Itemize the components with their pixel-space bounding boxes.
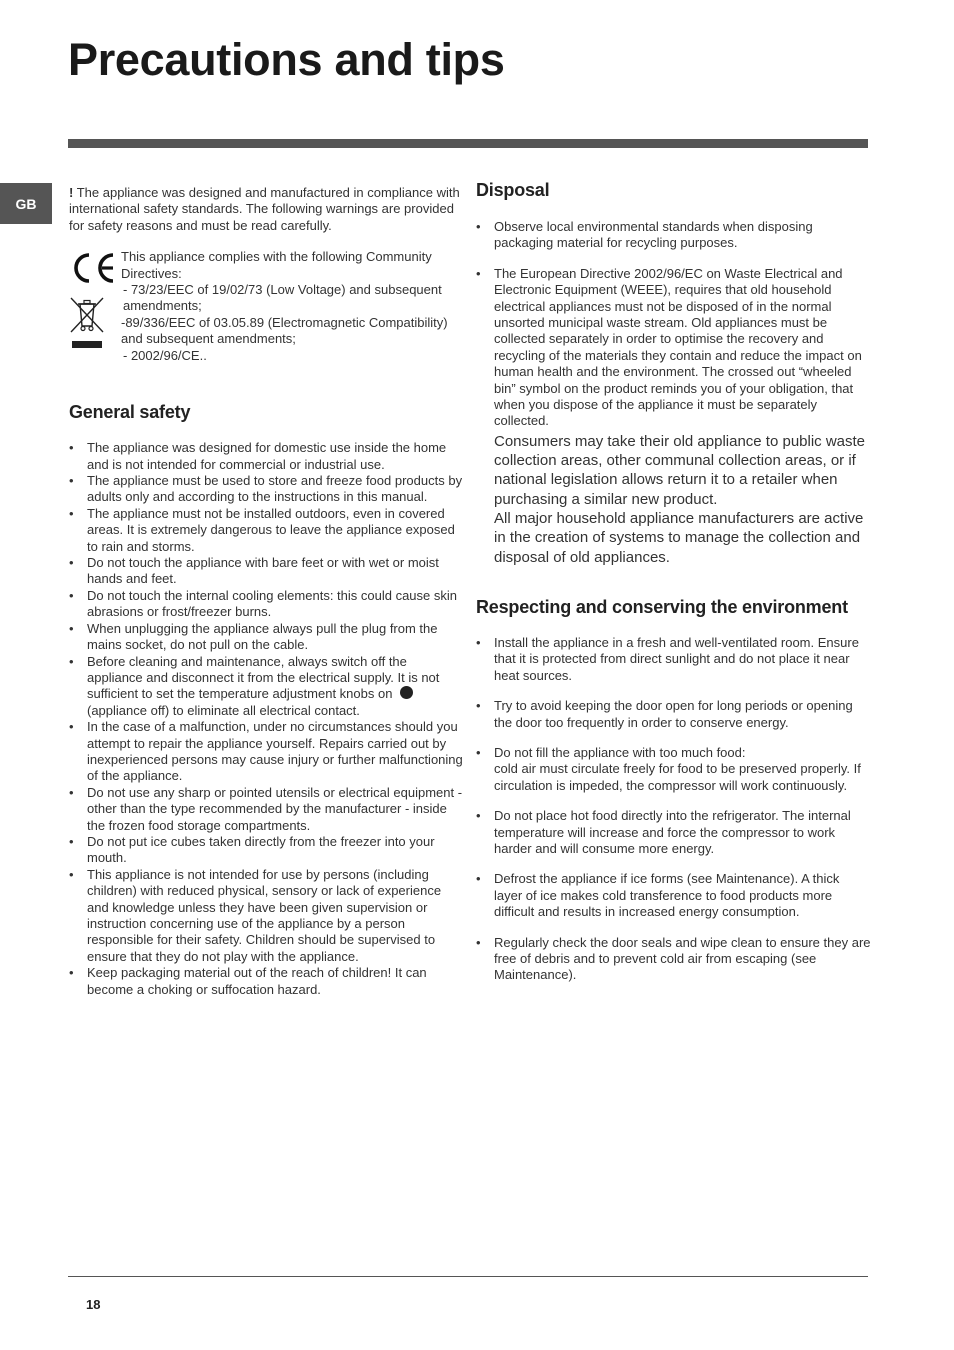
- intro-text: The appliance was designed and manufactured in compliance with international safety standards. The following warnings are provided for safety reasons and must be read carefully.: [69, 185, 460, 233]
- directives-block: [69, 249, 464, 369]
- list-item: • The appliance must not be installed outdoors, even in covered areas. It is extremely dangerous to leave the appliance exposed to rain and storms.: [69, 506, 464, 555]
- list-item: • In the case of a malfunction, under no circumstances should you attempt to repair the appliance yourself. Repairs carried out by inexperienced persons may cause injury or further malfunctioning of the appliance.: [69, 719, 464, 785]
- page-title: Precautions and tips: [68, 34, 505, 85]
- list-item: • Defrost the appliance if ice forms (see Maintenance). A thick layer of ice makes cold transference to food products more difficult and results in increased energy consumption.: [476, 871, 871, 920]
- list-item: • Regularly check the door seals and wipe clean to ensure they are free of debris and to prevent cold air from escaping (see Maintenance).: [476, 935, 871, 984]
- list-item: • Observe local environmental standards when disposing packaging material for recycling purposes.: [476, 219, 871, 252]
- intro-paragraph: [69, 185, 464, 234]
- list-item: [69, 654, 464, 720]
- list-item-text: Do not fill the appliance with too much food:: [494, 744, 746, 760]
- directive-line: - 73/23/EEC of 19/02/73 (Low Voltage) and subsequent amendments;: [123, 282, 442, 314]
- general-safety-list: [69, 440, 464, 998]
- footer-rule: [68, 1276, 868, 1277]
- directive-line: This appliance complies with the following Community Directives:: [121, 249, 432, 281]
- list-item-text: Before cleaning and maintenance, always switch off the appliance and disconnect it from the electrical supply. It is not sufficient to set the temperature adjustment knobs on: [87, 653, 440, 702]
- crossed-out-wheeled-bin-icon: [69, 295, 105, 335]
- list-item: • Keep packaging material out of the reach of children! It can become a choking or suffocation hazard.: [69, 965, 464, 998]
- list-item-text: cold air must circulate freely for food to be preserved properly. If circulation is impeded, the compressor will work continuously.: [494, 761, 861, 793]
- disposal-heading: Disposal: [476, 180, 550, 200]
- directive-line: - 2002/96/CE..: [123, 347, 207, 363]
- general-safety-heading: General safety: [69, 402, 191, 423]
- knob-off-position-icon: [400, 686, 413, 699]
- list-item: • Do not place hot food directly into the refrigerator. The internal temperature will increase and force the compressor to work harder and will consume more energy.: [476, 808, 871, 857]
- disposal-list: [476, 219, 871, 430]
- left-column: [69, 185, 464, 998]
- disposal-paragraph: Consumers may take their old appliance to public waste collection areas, other communal collection areas, or if national legislation allows return it to a retailer when purchasing a similar new product.: [494, 432, 866, 508]
- list-item: • The European Directive 2002/96/EC on Waste Electrical and Electronic Equipment (WEEE), requires that old household electrical appliances must not be disposed of in the normal unsorted municipal waste stream. Old appliances must be collected separately in order to optimise the recovery and recycling of the materials they contain and reduce the impact on human health and the environment. The crossed out “wheeled bin” symbol on the product reminds you of your obligation, that when you dispose of the appliance it must be separately collected.: [476, 266, 871, 430]
- page-number: 18: [86, 1297, 101, 1312]
- language-tab: GB: [0, 183, 52, 224]
- right-column: [476, 180, 871, 998]
- title-rule: [68, 139, 868, 148]
- list-item: [476, 745, 871, 794]
- list-item: • Install the appliance in a fresh and well-ventilated room. Ensure that it is protected from direct sunlight and do not place it near heat sources.: [476, 635, 871, 684]
- environment-list: [476, 635, 871, 984]
- bin-symbol-bar: [72, 341, 102, 348]
- directives-text: [121, 249, 464, 364]
- environment-heading: Respecting and conserving the environment: [476, 596, 848, 617]
- list-item: • The appliance must be used to store and freeze food products by adults only and according to the instructions in this manual.: [69, 473, 464, 506]
- list-item: • When unplugging the appliance always pull the plug from the mains socket, do not pull on the cable.: [69, 621, 464, 654]
- list-item: • Do not touch the internal cooling elements: this could cause skin abrasions or frost/freezer burns.: [69, 588, 464, 621]
- list-item: • Do not use any sharp or pointed utensils or electrical equipment - other than the type recommended by the manufacturer - inside the frozen food storage compartments.: [69, 785, 464, 834]
- list-item-text: (appliance off) to eliminate all electrical contact.: [87, 702, 360, 718]
- list-item: • Do not put ice cubes taken directly from the freezer into your mouth.: [69, 834, 464, 867]
- list-item: • Do not touch the appliance with bare feet or with wet or moist hands and feet.: [69, 555, 464, 588]
- list-item: • This appliance is not intended for use by persons (including children) with reduced physical, sensory or lack of experience and knowledge unless they have been given supervision or instruction concerning use of the appliance by a person responsible for their safety. Children should be supervised to ensure that they do not play with the appliance.: [69, 867, 464, 965]
- list-item: • The appliance was designed for domestic use inside the home and is not intended for commercial or industrial use.: [69, 440, 464, 473]
- ce-mark-icon: [69, 251, 117, 285]
- list-item: • Try to avoid keeping the door open for long periods or opening the door too frequently in order to conserve energy.: [476, 698, 871, 731]
- disposal-paragraph: All major household appliance manufacturers are active in the creation of systems to manage the collection and disposal of old appliances.: [494, 510, 864, 566]
- warning-mark: !: [69, 185, 74, 200]
- directive-line: -89/336/EEC of 03.05.89 (Electromagnetic Compatibility) and subsequent amendments;: [121, 314, 448, 347]
